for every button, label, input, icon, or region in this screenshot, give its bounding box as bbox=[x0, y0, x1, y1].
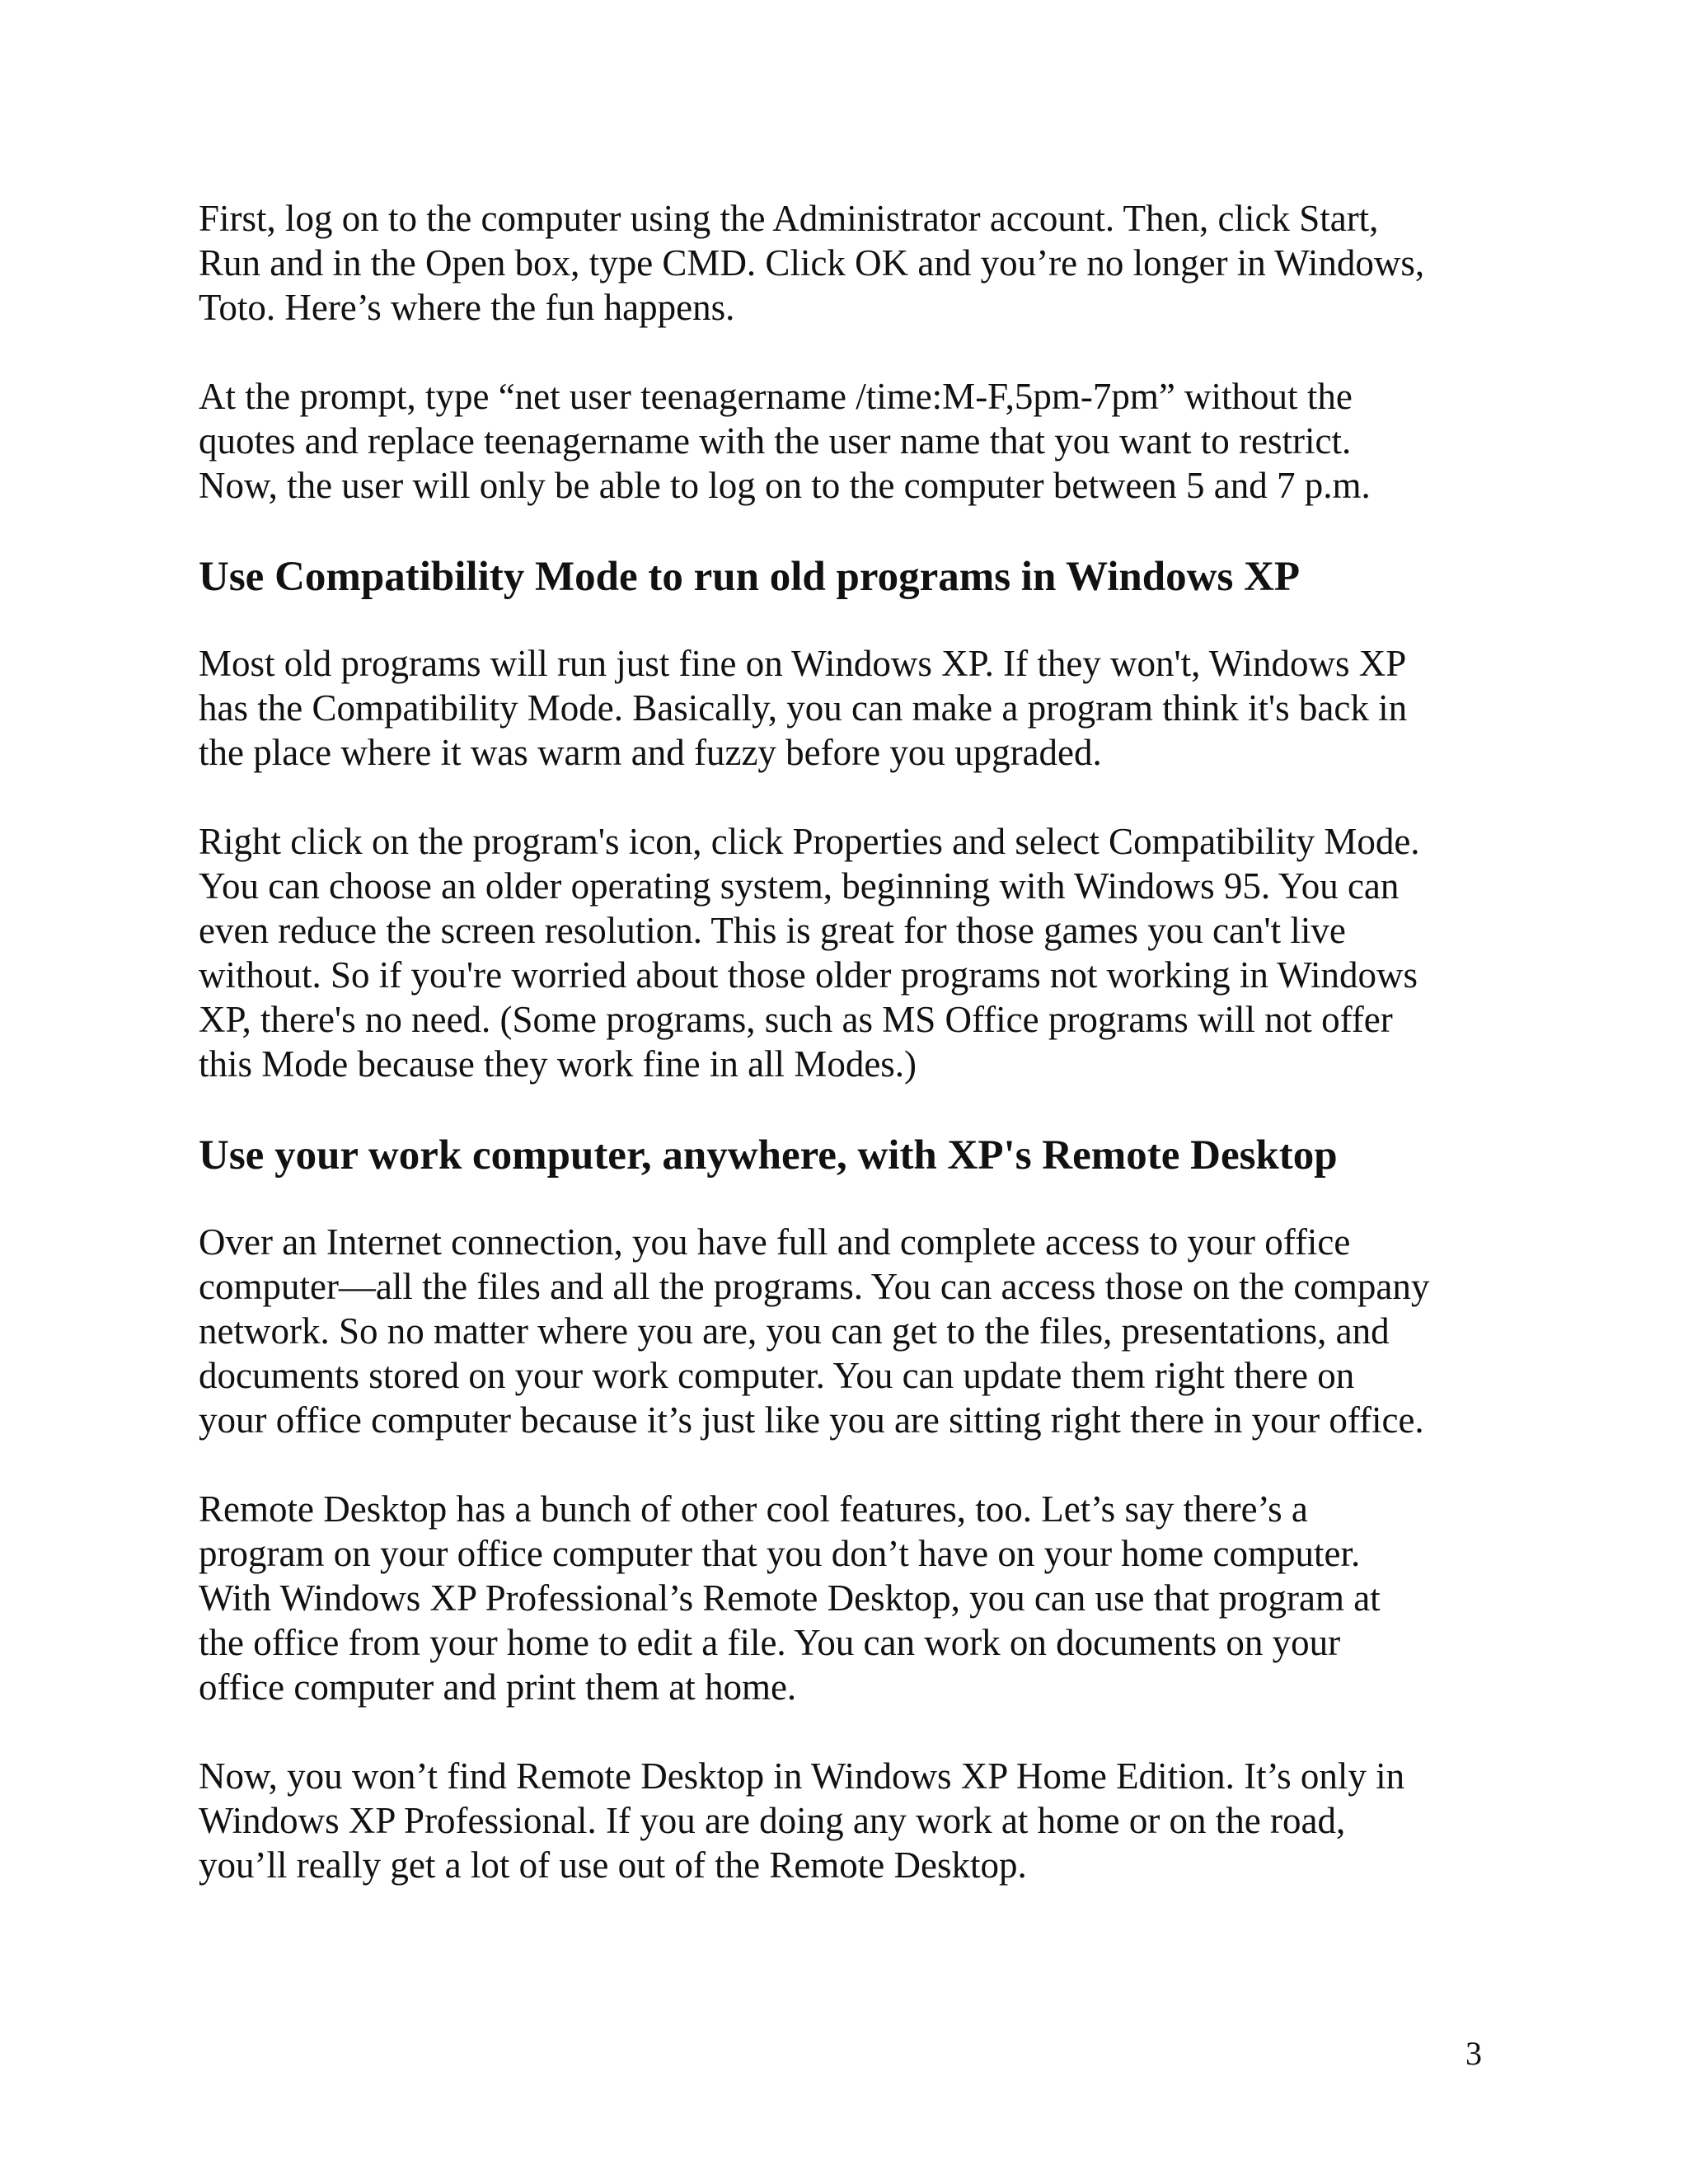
text-line: network. So no matter where you are, you can get to the files, presentations, and bbox=[199, 1310, 1390, 1352]
text-line: Remote Desktop has a bunch of other cool features, too. Let’s say there’s a bbox=[199, 1488, 1308, 1530]
page-number: 3 bbox=[1465, 2035, 1482, 2072]
paragraph-home-edition bbox=[199, 1754, 1517, 1887]
text-line: Now, the user will only be able to log on to the computer between 5 and 7 p.m. bbox=[199, 465, 1371, 506]
text-line: Most old programs will run just fine on Windows XP. If they won't, Windows XP bbox=[199, 643, 1407, 684]
text-line: this Mode because they work fine in all Modes.) bbox=[199, 1043, 917, 1085]
text-line: the place where it was warm and fuzzy before you upgraded. bbox=[199, 732, 1102, 773]
paragraph-right-click bbox=[199, 819, 1517, 1086]
page-content bbox=[199, 196, 1517, 1932]
text-line: documents stored on your work computer. You can update them right there on bbox=[199, 1355, 1355, 1396]
text-line: even reduce the screen resolution. This is great for those games you can't live bbox=[199, 910, 1346, 951]
text-line: You can choose an older operating system, beginning with Windows 95. You can bbox=[199, 865, 1400, 907]
text-line: At the prompt, type “net user teenagername /time:M-F,5pm-7pm” without the bbox=[199, 376, 1353, 417]
paragraph-cool-features bbox=[199, 1487, 1517, 1709]
text-line: Over an Internet connection, you have full and complete access to your office bbox=[199, 1221, 1351, 1263]
heading-compatibility-mode: Use Compatibility Mode to run old programs in Windows XP bbox=[199, 554, 1301, 600]
text-line: Run and in the Open box, type CMD. Click OK and you’re no longer in Windows, bbox=[199, 242, 1425, 284]
text-line: the office from your home to edit a file. You can work on documents on your bbox=[199, 1622, 1341, 1663]
paragraph-log-on bbox=[199, 196, 1517, 330]
paragraph-internet-connection bbox=[199, 1220, 1517, 1442]
text-line: you’ll really get a lot of use out of the Remote Desktop. bbox=[199, 1844, 1027, 1886]
text-line: computer—all the files and all the programs. You can access those on the company bbox=[199, 1266, 1430, 1307]
text-line: program on your office computer that you don’t have on your home computer. bbox=[199, 1533, 1361, 1574]
text-line: office computer and print them at home. bbox=[199, 1666, 797, 1708]
heading-remote-desktop: Use your work computer, anywhere, with XP's Remote Desktop bbox=[199, 1132, 1338, 1179]
text-line: has the Compatibility Mode. Basically, you can make a program think it's back in bbox=[199, 687, 1408, 729]
text-line: quotes and replace teenagername with the user name that you want to restrict. bbox=[199, 420, 1352, 462]
text-line: without. So if you're worried about those older programs not working in Windows bbox=[199, 954, 1418, 996]
text-line: Now, you won’t find Remote Desktop in Windows XP Home Edition. It’s only in bbox=[199, 1755, 1405, 1797]
text-line: Toto. Here’s where the fun happens. bbox=[199, 287, 735, 328]
text-line: XP, there's no need. (Some programs, such as MS Office programs will not offer bbox=[199, 999, 1393, 1040]
text-line: Right click on the program's icon, click Properties and select Compatibility Mode. bbox=[199, 821, 1420, 862]
text-line: your office computer because it’s just like you are sitting right there in your office. bbox=[199, 1399, 1424, 1441]
paragraph-old-programs bbox=[199, 641, 1517, 775]
text-line: First, log on to the computer using the Administrator account. Then, click Start, bbox=[199, 198, 1379, 239]
text-line: With Windows XP Professional’s Remote Desktop, you can use that program at bbox=[199, 1577, 1381, 1619]
paragraph-net-user bbox=[199, 374, 1517, 508]
text-line: Windows XP Professional. If you are doing any work at home or on the road, bbox=[199, 1800, 1346, 1841]
